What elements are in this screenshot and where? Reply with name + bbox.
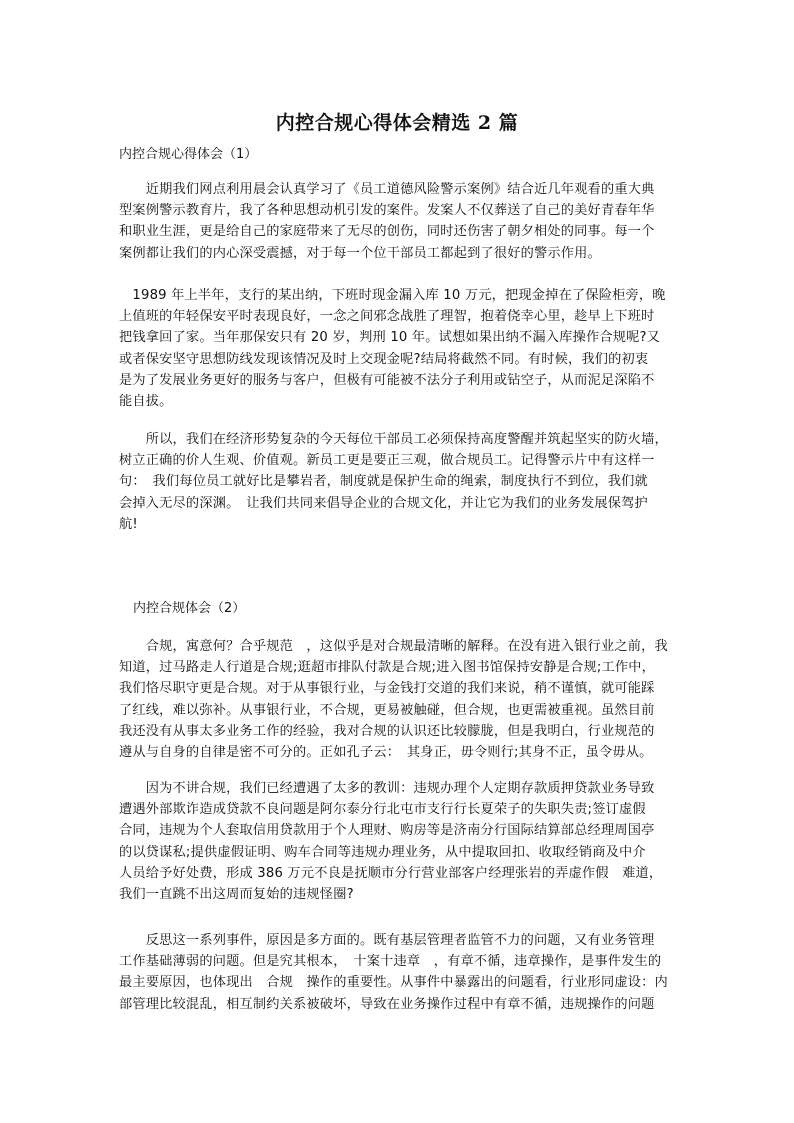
section-1-heading: 内控合规心得体会（1） (119, 147, 258, 162)
paragraph-line: 是为了发展业务更好的服务与客户，但极有可能被不法分子利用或钻空子，从而泥足深陷不 (119, 372, 655, 388)
paragraph-line: 案例都让我们的内心深受震撼，对于每一个位干部员工都起到了很好的警示作用。 (119, 245, 601, 261)
paragraph-line: 部管理比较混乱，相互制约关系被破坏，导致在业务操作过程中有章不循，违规操作的问题 (119, 996, 655, 1012)
paragraph-line: 合规，寓意何？合乎规范 ，这似乎是对合规最清晰的解释。在没有进入银行业之前，我 (119, 639, 668, 654)
paragraph-line: 最主要原因，也体现出 合规 操作的重要性。从事件中暴露出的问题看，行业形同虚设：内 (119, 975, 668, 991)
paragraph-line: 句： 我们每位员工就好比是攀岩者，制度就是保护生命的绳索，制度执行不到位，我们就 (119, 474, 648, 490)
paragraph-line: 了红线，难以弥补。从事银行业，不合规，更易被触碰，但合规，也更需被重视。虽然目前 (119, 702, 655, 718)
document-title: 内控合规心得体会精选 2 篇 (275, 112, 519, 134)
paragraph-line: 的以贷谋私;提供虚假证明、购车合同等违规办理业务，从中提取回扣、收取经销商及中介 (119, 844, 646, 860)
paragraph-1 (119, 179, 675, 264)
paragraph-line: 航! (119, 516, 138, 532)
paragraph-line: 我们一直跳不出这周而复始的违规怪圈? (119, 886, 354, 902)
paragraph-line: 因为不讲合规，我们已经遭遇了太多的教训：违规办理个人定期存款质押贷款业务导致 (119, 781, 655, 796)
paragraph-line: 合同，违规为个人套取信用贷款用于个人理财、购房等是济南分行国际结算部总经理周国亭 (119, 823, 655, 839)
paragraph-line: 遵从与自身的自律是密不可分的。正如孔子云： 其身正，毋令则行;其身不正，虽令毋从。 (119, 744, 653, 760)
paragraph-line: 遭遇外部欺诈造成贷款不良问题是阿尔泰分行北屯市支行行长夏荣子的失职失责;签订虚假 (119, 802, 646, 818)
paragraph-line: 上值班的年轻保安平时表现良好，一念之间邪念战胜了理智，抱着侥幸心里，趁早上下班时 (119, 309, 655, 325)
paragraph-line: 能自拔。 (119, 393, 173, 409)
paragraph-line: 人员给予好处费，形成 386 万元不良是抚顺市分行营业部客户经理张岩的弄虚作假 难道， (119, 865, 663, 881)
paragraph-6 (119, 930, 675, 1015)
paragraph-line: 反思这一系列事件，原因是多方面的。既有基层管理者监管不力的问题，又有业务管理 (119, 933, 655, 948)
paragraph-line: 知道，过马路走人行道是合规;逛超市排队付款是合规;进入图书馆保持安静是合规;工作中， (119, 660, 656, 676)
paragraph-line: 和职业生涯，更是给自己的家庭带来了无尽的创伤，同时还伤害了朝夕相处的同事。每一个 (119, 224, 655, 240)
paragraph-line: 型案例警示教育片，我了各种思想动机引发的案件。发案人不仅葬送了自己的美好青春年华 (119, 203, 655, 219)
paragraph-2 (119, 285, 675, 412)
paragraph-4 (119, 636, 675, 763)
paragraph-line: 会掉入无尽的深渊。 让我们共同来倡导企业的合规文化，并让它为我们的业务发展保驾护 (119, 495, 648, 511)
section-2-heading: 内控合规体会（2） (133, 601, 246, 616)
paragraph-line: 把钱拿回了家。当年那保安只有 20 岁，判刑 10 年。试想如果出纳不漏入库操作合规呢?又 (119, 330, 661, 346)
paragraph-line: 我还没有从事太多业务工作的经验，我对合规的认识还比较朦胧，但是我明白，行业规范的 (119, 723, 655, 739)
paragraph-line: 我们恪尽职守更是合规。对于从事银行业，与金钱打交道的我们来说，稍不谨慎，就可能踩 (119, 681, 655, 697)
paragraph-line: 1989 年上半年，支行的某出纳，下班时现金漏入库 10 万元，把现金掉在了保险柜旁，晚 (119, 288, 666, 303)
paragraph-line: 工作基础薄弱的问题。但是究其根本， 十案十违章 ，有章不循，违章操作，是事件发生的 (119, 954, 662, 970)
paragraph-line: 树立正确的价人生观、价值观。新员工更是要正三观，做合规员工。记得警示片中有这样一 (119, 453, 655, 469)
paragraph-line: 或者保安坚守思想防线发现该情况及时上交现金呢?结局将截然不同。有时候，我们的初衷 (119, 351, 649, 367)
paragraph-3 (119, 429, 675, 535)
paragraph-line: 所以，我们在经济形势复杂的今天每位干部员工必须保持高度警醒并筑起坚实的防火墙， (119, 432, 668, 447)
paragraph-line: 近期我们网点利用晨会认真学习了《员工道德风险警示案例》结合近几年观看的重大典 (119, 182, 655, 197)
paragraph-5 (119, 778, 675, 905)
